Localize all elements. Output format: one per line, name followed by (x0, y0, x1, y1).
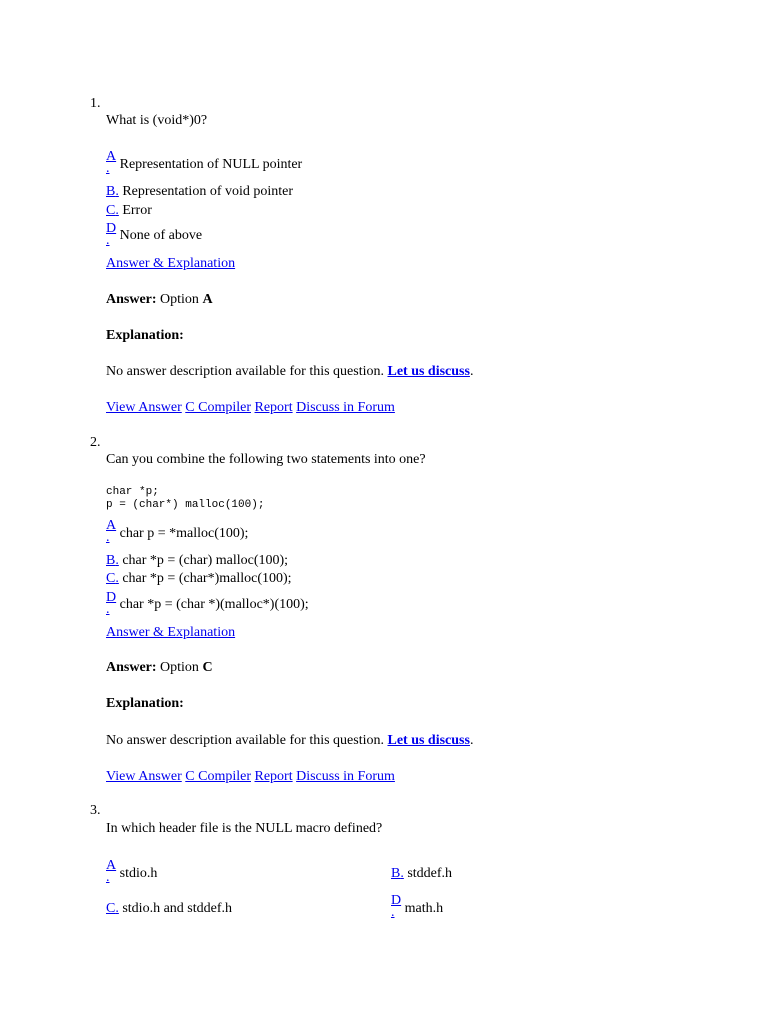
discuss-in-forum-link[interactable]: Discuss in Forum (296, 769, 395, 784)
option-b-text: Representation of void pointer (122, 184, 294, 199)
option-b (106, 184, 293, 200)
option-b-link[interactable]: B. (391, 866, 404, 881)
c-compiler-link[interactable]: C Compiler (185, 769, 251, 784)
option-c (106, 901, 232, 917)
option-a-text: Representation of NULL pointer (119, 157, 303, 172)
option-a-link[interactable]: A (106, 518, 117, 533)
option-d (106, 590, 309, 617)
option-c (106, 571, 292, 587)
question-text: What is (void*)0? (106, 113, 208, 128)
question-number: 2. (90, 435, 101, 450)
option-b-link[interactable]: B. (106, 184, 119, 199)
option-d-link[interactable]: D (106, 590, 117, 605)
answer-label: Answer: (106, 660, 157, 675)
option-a-dot[interactable]: . (106, 161, 110, 176)
answer-explanation-link[interactable]: Answer & Explanation (106, 256, 236, 271)
let-us-discuss-link[interactable]: Let us discuss (387, 733, 470, 748)
action-links (106, 769, 395, 785)
option-b (106, 553, 288, 569)
option-c-text: char *p = (char*)malloc(100); (122, 571, 292, 586)
option-a-text: stdio.h (119, 866, 158, 881)
option-d (391, 893, 444, 920)
answer-line (106, 292, 213, 308)
code-block (106, 486, 264, 512)
option-c-link[interactable]: C. (106, 571, 119, 586)
explanation-heading: Explanation: (106, 328, 184, 343)
report-link[interactable]: Report (254, 400, 293, 415)
view-answer-link[interactable]: View Answer (106, 769, 182, 784)
option-b (391, 866, 452, 882)
option-c-link[interactable]: C. (106, 203, 119, 218)
action-links (106, 400, 395, 416)
answer-option: C (202, 660, 213, 675)
option-d-text: math.h (404, 901, 444, 916)
answer-option-word: Option (160, 292, 199, 307)
option-d-text: char *p = (char *)(malloc*)(100); (119, 597, 309, 612)
option-d-dot[interactable]: . (106, 233, 110, 248)
answer-line (106, 660, 213, 676)
option-b-text: stddef.h (407, 866, 453, 881)
explanation-text: No answer description available for this question. Let us discuss. (106, 733, 474, 748)
option-a (106, 149, 303, 176)
view-answer-link[interactable]: View Answer (106, 400, 182, 415)
option-d-link[interactable]: D (106, 221, 117, 236)
question-text: Can you combine the following two statements into one? (106, 452, 426, 467)
report-link[interactable]: Report (254, 769, 293, 784)
option-d-text: None of above (119, 228, 203, 243)
option-b-text: char *p = (char) malloc(100); (122, 553, 289, 568)
option-a-link[interactable]: A (106, 149, 117, 164)
option-a (106, 518, 249, 545)
option-c-link[interactable]: C. (106, 901, 119, 916)
question-number: 1. (90, 96, 101, 111)
option-d-dot[interactable]: . (391, 905, 395, 920)
option-d-dot[interactable]: . (106, 602, 110, 617)
option-a-link[interactable]: A (106, 858, 117, 873)
option-d (106, 221, 203, 248)
question-text: In which header file is the NULL macro defined? (106, 821, 383, 836)
option-c (106, 203, 152, 219)
option-a-dot[interactable]: . (106, 870, 110, 885)
explanation-text: No answer description available for this question. Let us discuss. (106, 364, 474, 379)
option-d-link[interactable]: D (391, 893, 402, 908)
option-a-text: char p = *malloc(100); (119, 526, 249, 541)
option-b-link[interactable]: B. (106, 553, 119, 568)
option-a (106, 858, 158, 885)
c-compiler-link[interactable]: C Compiler (185, 400, 251, 415)
code-line: p = (char*) malloc(100); (106, 499, 265, 511)
option-c-text: Error (122, 203, 152, 218)
option-a-dot[interactable]: . (106, 530, 110, 545)
answer-option: A (202, 292, 213, 307)
option-c-text: stdio.h and stddef.h (122, 901, 232, 916)
answer-option-word: Option (160, 660, 199, 675)
let-us-discuss-link[interactable]: Let us discuss (387, 364, 470, 379)
answer-explanation-link[interactable]: Answer & Explanation (106, 625, 236, 640)
discuss-in-forum-link[interactable]: Discuss in Forum (296, 400, 395, 415)
question-number: 3. (90, 803, 101, 818)
code-line: char *p; (106, 486, 159, 498)
answer-label: Answer: (106, 292, 157, 307)
explanation-heading: Explanation: (106, 696, 184, 711)
